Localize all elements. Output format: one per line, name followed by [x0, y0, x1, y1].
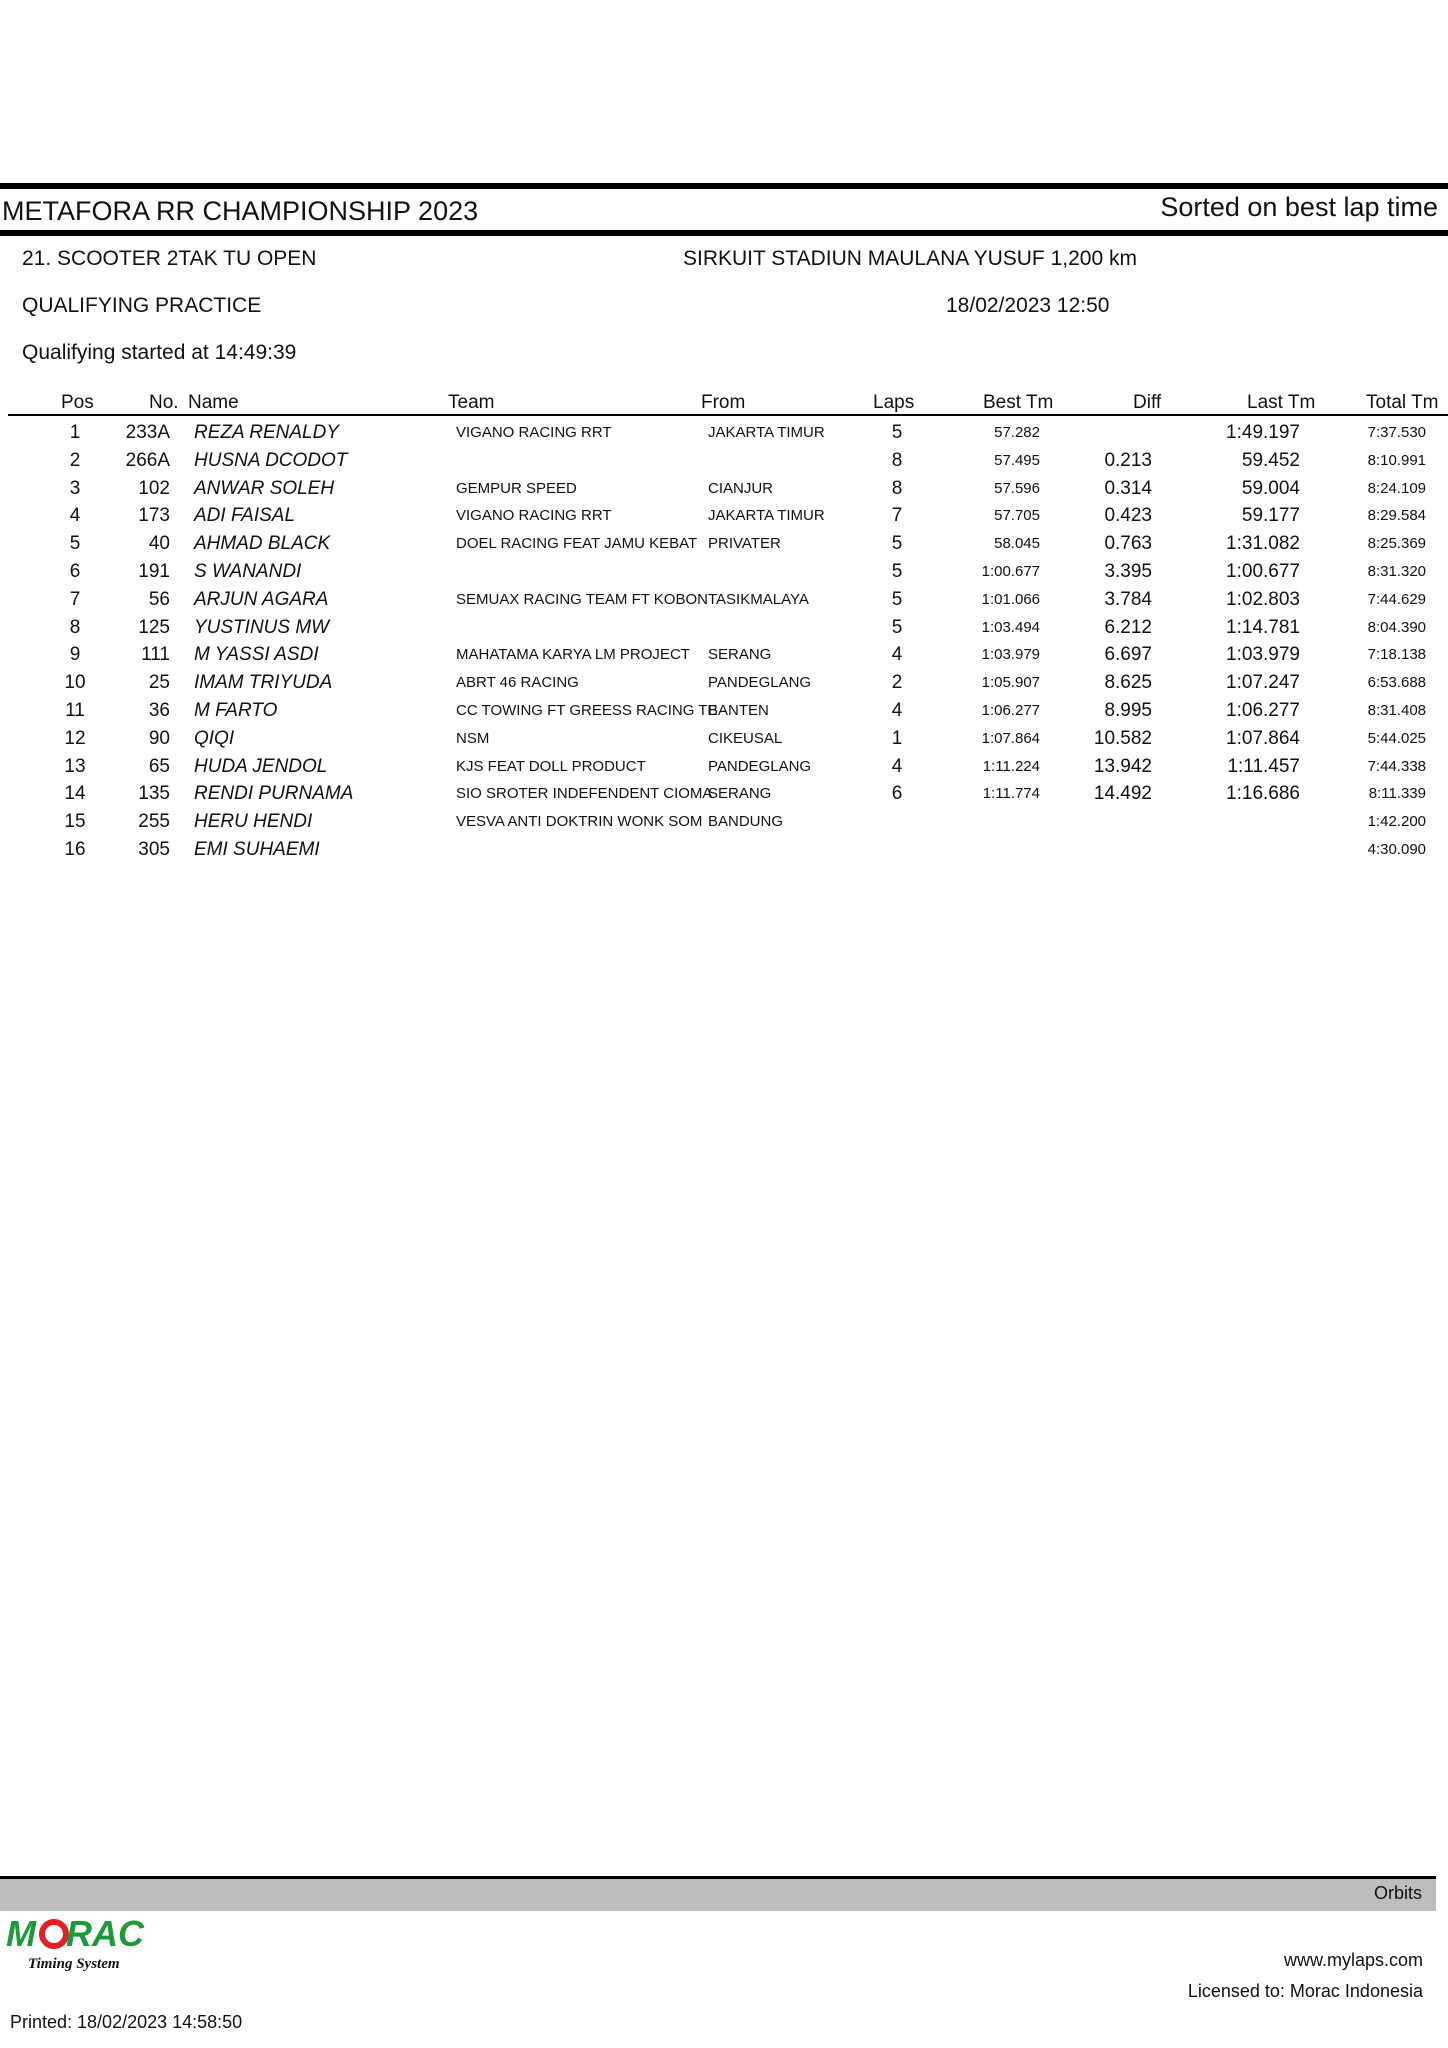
cell-best: 58.045: [994, 535, 1040, 553]
cell-best: 1:00.677: [981, 563, 1040, 580]
session-datetime: 18/02/2023 12:50: [946, 294, 1110, 317]
logo-tagline: Timing System: [28, 1956, 120, 1972]
col-pos: Pos: [61, 392, 94, 413]
cell-name: HUDA JENDOL: [194, 755, 328, 777]
cell-total: 8:24.109: [1367, 479, 1426, 497]
cell-pos: 6: [69, 561, 81, 582]
cell-total: 7:18.138: [1367, 646, 1426, 664]
cell-name: RENDI PURNAMA: [194, 783, 354, 805]
cell-team: VIGANO RACING RRT: [456, 424, 612, 441]
cell-from: PANDEGLANG: [708, 674, 812, 692]
cell-from: PANDEGLANG: [708, 757, 812, 775]
cell-team: SEMUAX RACING TEAM FT KOBON: [456, 590, 708, 608]
cell-name: M YASSI ASDI: [194, 644, 319, 666]
circuit-name: SIRKUIT STADIUN MAULANA YUSUF 1,200 km: [683, 247, 1137, 270]
cell-laps: 2: [891, 672, 903, 694]
footer-bar: [0, 1876, 1436, 1911]
cell-pos: 13: [64, 755, 86, 777]
col-no: No.: [149, 392, 179, 413]
class-name: 21. SCOOTER 2TAK TU OPEN: [22, 247, 317, 270]
cell-team: DOEL RACING FEAT JAMU KEBAT: [456, 535, 698, 553]
orbits-label: Orbits: [1373, 1883, 1422, 1903]
cell-name: M FARTO: [194, 700, 278, 721]
cell-name: IMAM TRIYUDA: [194, 672, 333, 694]
table-row: [0, 475, 1448, 503]
cell-diff: 0.763: [1104, 533, 1152, 555]
cell-pos: 5: [69, 533, 81, 555]
table-row: [0, 419, 1448, 447]
cell-no: 111: [141, 644, 170, 666]
col-laps: Laps: [873, 392, 915, 413]
cell-pos: 12: [64, 727, 86, 749]
cell-laps: 5: [891, 616, 903, 638]
cell-no: 135: [138, 783, 170, 805]
cell-best: 57.705: [994, 507, 1040, 525]
event-title: METAFORA RR CHAMPIONSHIP 2023: [2, 196, 479, 226]
cell-laps: 4: [891, 700, 903, 721]
table-row: [0, 697, 1448, 725]
cell-total: 6:53.688: [1367, 674, 1426, 692]
website: www.mylaps.com: [1283, 1950, 1423, 1970]
cell-team: ABRT 46 RACING: [456, 674, 579, 692]
cell-total: 4:30.090: [1367, 841, 1426, 858]
cell-from: SERANG: [708, 646, 772, 664]
cell-pos: 9: [69, 644, 81, 666]
cell-pos: 11: [65, 700, 85, 721]
cell-laps: 5: [891, 422, 903, 443]
cell-team: VIGANO RACING RRT: [456, 507, 612, 525]
cell-total: 8:31.408: [1367, 702, 1426, 719]
cell-name: ADI FAISAL: [194, 505, 296, 527]
cell-from: CIKEUSAL: [708, 729, 783, 747]
cell-last: 1:16.686: [1226, 783, 1300, 805]
cell-no: 233A: [125, 422, 170, 443]
cell-name: YUSTINUS MW: [194, 616, 330, 638]
col-name: Name: [188, 392, 239, 413]
cell-last: 1:06.277: [1226, 700, 1300, 721]
cell-no: 25: [148, 672, 170, 694]
cell-total: 8:25.369: [1367, 535, 1426, 553]
cell-pos: 1: [69, 422, 81, 443]
cell-diff: 0.213: [1104, 449, 1152, 471]
cell-pos: 8: [69, 616, 81, 638]
col-best: Best Tm: [983, 392, 1054, 413]
cell-laps: 5: [891, 561, 903, 582]
table-row: [0, 753, 1448, 781]
cell-last: 1:11.457: [1227, 755, 1300, 777]
table-row: [0, 502, 1448, 530]
cell-no: 255: [138, 811, 170, 833]
cell-best: 1:11.224: [982, 757, 1040, 775]
cell-from: JAKARTA TIMUR: [708, 507, 825, 525]
cell-diff: 6.212: [1104, 616, 1152, 638]
cell-diff: 14.492: [1093, 783, 1152, 805]
cell-last: 1:07.864: [1226, 727, 1300, 749]
col-diff: Diff: [1133, 392, 1162, 413]
cell-team: CC TOWING FT GREESS RACING TE: [456, 702, 718, 719]
sort-note: Sorted on best lap time: [1160, 192, 1438, 222]
cell-last: 1:49.197: [1226, 422, 1300, 443]
cell-laps: 8: [891, 477, 903, 499]
col-total: Total Tm: [1366, 392, 1439, 413]
table-row: [0, 530, 1448, 558]
cell-total: 7:37.530: [1367, 424, 1426, 441]
morac-logo-graphic: [4, 1912, 174, 1974]
table-row: [0, 558, 1448, 586]
cell-team: VESVA ANTI DOKTRIN WONK SOM: [456, 813, 703, 831]
cell-best: 1:11.774: [982, 785, 1040, 803]
cell-diff: 13.942: [1093, 755, 1152, 777]
cell-total: 8:11.339: [1368, 785, 1426, 803]
cell-name: AHMAD BLACK: [194, 533, 331, 555]
cell-no: 90: [148, 727, 170, 749]
cell-diff: 10.582: [1093, 727, 1152, 749]
table-row: [0, 808, 1448, 836]
cell-best: 57.282: [994, 424, 1040, 441]
cell-from: TASIKMALAYA: [708, 590, 809, 608]
cell-diff: 0.314: [1104, 477, 1152, 499]
cell-pos: 3: [69, 477, 81, 499]
cell-laps: 8: [891, 449, 903, 471]
cell-no: 125: [138, 616, 170, 638]
cell-name: QIQI: [194, 727, 235, 749]
cell-total: 8:31.320: [1367, 563, 1426, 580]
cell-name: S WANANDI: [194, 561, 302, 582]
cell-laps: 6: [891, 783, 903, 805]
cell-total: 1:42.200: [1367, 813, 1426, 831]
cell-best: 1:01.066: [981, 590, 1040, 608]
cell-no: 305: [138, 839, 170, 860]
cell-best: 1:03.494: [981, 618, 1040, 636]
cell-no: 40: [148, 533, 170, 555]
cell-laps: 7: [891, 505, 903, 527]
cell-pos: 15: [64, 811, 86, 833]
cell-laps: 5: [891, 588, 903, 610]
cell-best: 1:06.277: [981, 702, 1040, 719]
printed-timestamp: Printed: 18/02/2023 14:58:50: [10, 2012, 243, 2032]
col-from: From: [701, 392, 746, 413]
cell-from: BANDUNG: [708, 813, 784, 831]
session-name: QUALIFYING PRACTICE: [22, 294, 262, 317]
cell-last: 1:07.247: [1226, 672, 1300, 694]
cell-team: MAHATAMA KARYA LM PROJECT: [456, 646, 690, 664]
cell-last: 1:02.803: [1226, 588, 1300, 610]
cell-laps: 4: [891, 644, 903, 666]
cell-name: HUSNA DCODOT: [194, 449, 348, 471]
table-row: [0, 586, 1448, 614]
cell-diff: 0.423: [1104, 505, 1152, 527]
cell-name: ARJUN AGARA: [194, 588, 329, 610]
cell-diff: 8.995: [1104, 700, 1152, 721]
cell-name: REZA RENALDY: [194, 422, 339, 443]
cell-no: 173: [138, 505, 170, 527]
cell-best: 1:07.864: [981, 729, 1040, 747]
cell-best: 57.495: [994, 451, 1040, 469]
header-underline: [8, 414, 1448, 416]
table-row: [0, 447, 1448, 475]
table-row: [0, 836, 1448, 864]
cell-no: 36: [148, 700, 170, 721]
cell-last: 1:00.677: [1226, 561, 1300, 582]
cell-from: CIANJUR: [708, 479, 774, 497]
cell-last: 1:03.979: [1226, 644, 1300, 666]
cell-last: 1:14.781: [1226, 616, 1300, 638]
cell-pos: 10: [64, 672, 86, 694]
cell-laps: 4: [891, 755, 903, 777]
cell-total: 7:44.338: [1367, 757, 1426, 775]
logo-m: M: [6, 1913, 36, 1954]
cell-pos: 2: [69, 449, 81, 471]
cell-no: 266A: [125, 449, 170, 471]
logo-o-ring: [42, 1922, 66, 1946]
cell-team: NSM: [456, 729, 490, 747]
table-row: [0, 780, 1448, 808]
table-row: [0, 669, 1448, 697]
table-row: [0, 641, 1448, 669]
cell-best: 1:05.907: [981, 674, 1040, 692]
cell-total: 8:29.584: [1367, 507, 1426, 525]
cell-from: BANTEN: [708, 702, 769, 719]
cell-from: JAKARTA TIMUR: [708, 424, 825, 441]
cell-name: ANWAR SOLEH: [194, 477, 335, 499]
cell-no: 102: [138, 477, 170, 499]
header-rule: [0, 230, 1448, 236]
cell-total: 8:04.390: [1367, 618, 1426, 636]
cell-total: 7:44.629: [1367, 590, 1426, 608]
cell-last: 59.452: [1241, 449, 1300, 471]
cell-no: 191: [138, 561, 170, 582]
cell-total: 8:10.991: [1367, 451, 1426, 469]
cell-name: EMI SUHAEMI: [194, 839, 320, 860]
cell-pos: 16: [64, 839, 86, 860]
cell-laps: 5: [891, 533, 903, 555]
cell-last: 59.177: [1241, 505, 1300, 527]
cell-diff: 6.697: [1104, 644, 1152, 666]
col-last: Last Tm: [1247, 392, 1316, 413]
cell-last: 1:31.082: [1226, 533, 1300, 555]
qualifying-start: Qualifying started at 14:49:39: [22, 341, 297, 364]
licensed-to: Licensed to: Morac Indonesia: [1187, 1981, 1423, 2001]
morac-logo: [4, 1912, 174, 1974]
cell-team: KJS FEAT DOLL PRODUCT: [456, 757, 646, 775]
cell-pos: 14: [64, 783, 86, 805]
results-table-header: [0, 390, 1448, 416]
top-rule: [0, 183, 1448, 189]
cell-no: 56: [148, 588, 170, 610]
cell-from: SERANG: [708, 785, 772, 803]
cell-team: SIO SROTER INDEFENDENT CIOMA: [456, 785, 713, 803]
logo-rac: RAC: [66, 1913, 144, 1954]
cell-pos: 4: [69, 505, 81, 527]
cell-best: 1:03.979: [981, 646, 1040, 664]
cell-pos: 7: [69, 588, 81, 610]
cell-total: 5:44.025: [1367, 729, 1426, 747]
cell-no: 65: [148, 755, 170, 777]
table-row: [0, 614, 1448, 642]
cell-from: PRIVATER: [708, 535, 781, 553]
cell-last: 59.004: [1241, 477, 1300, 499]
cell-name: HERU HENDI: [194, 811, 313, 833]
cell-team: GEMPUR SPEED: [456, 479, 577, 497]
cell-diff: 3.395: [1104, 561, 1152, 582]
col-team: Team: [448, 392, 495, 413]
table-row: [0, 725, 1448, 753]
cell-laps: 1: [891, 727, 903, 749]
cell-best: 57.596: [994, 479, 1040, 497]
cell-diff: 8.625: [1104, 672, 1152, 694]
cell-diff: 3.784: [1104, 588, 1152, 610]
